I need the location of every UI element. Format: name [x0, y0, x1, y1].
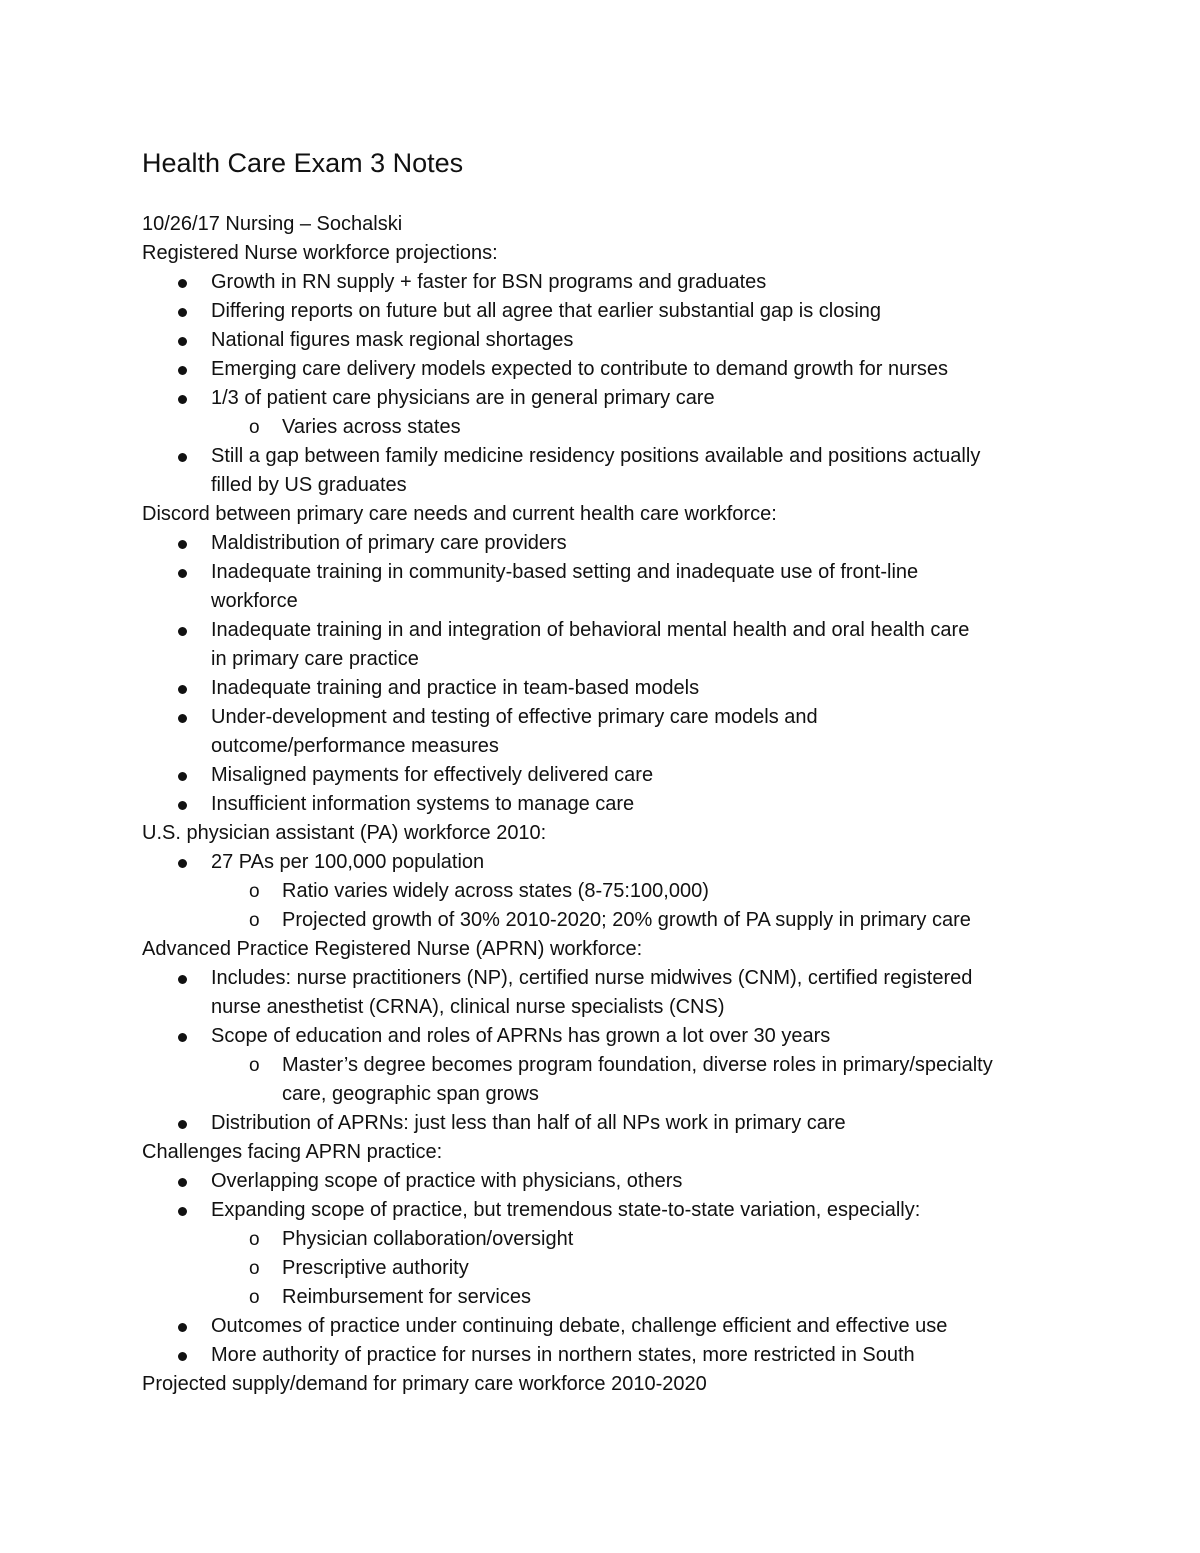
bullet-dot-icon [178, 703, 187, 732]
section-heading [142, 210, 1072, 239]
bullet-dot-shape [178, 1352, 187, 1361]
list-item [142, 529, 1072, 558]
bullet-circle-glyph: o [249, 1287, 260, 1308]
line-text: Physician collaboration/oversight [282, 1228, 574, 1250]
bullet-dot-shape [178, 1033, 187, 1042]
section-heading [142, 500, 1072, 529]
line-text: Differing reports on future but all agree that earlier substantial gap is closing [211, 300, 882, 322]
bullet-dot-shape [178, 308, 187, 317]
bullet-circle-icon [249, 1254, 260, 1283]
line-text: Varies across states [282, 416, 461, 438]
bullet-dot-shape [178, 279, 187, 288]
bullet-dot-shape [178, 337, 187, 346]
bullet-circle-icon [249, 413, 260, 442]
line-text: Projected growth of 30% 2010-2020; 20% growth of PA supply in primary care [282, 909, 971, 931]
list-item [142, 1254, 1072, 1283]
line-text: Distribution of APRNs: just less than half of all NPs work in primary care [211, 1112, 846, 1134]
bullet-dot-shape [178, 772, 187, 781]
line-text: filled by US graduates [211, 474, 407, 496]
line-text: Growth in RN supply + faster for BSN programs and graduates [211, 271, 767, 293]
list-item [142, 268, 1072, 297]
bullet-circle-glyph: o [249, 1229, 260, 1250]
bullet-circle-glyph: o [249, 910, 260, 931]
list-item [142, 906, 1072, 935]
line-text: care, geographic span grows [282, 1083, 539, 1105]
bullet-dot-icon [178, 529, 187, 558]
line-text: 27 PAs per 100,000 population [211, 851, 485, 873]
bullet-dot-shape [178, 685, 187, 694]
bullet-dot-icon [178, 1167, 187, 1196]
section-heading [142, 819, 1072, 848]
bullet-dot-icon [178, 442, 187, 471]
bullet-dot-icon [178, 1196, 187, 1225]
line-text: Advanced Practice Registered Nurse (APRN) workforce: [142, 938, 643, 960]
bullet-circle-glyph: o [249, 417, 260, 438]
line-text: Registered Nurse workforce projections: [142, 242, 498, 264]
list-item [142, 1196, 1072, 1225]
bullet-dot-icon [178, 616, 187, 645]
line-text: 1/3 of patient care physicians are in general primary care [211, 387, 715, 409]
list-item-continuation [142, 645, 1072, 674]
list-item [142, 1283, 1072, 1312]
bullet-circle-glyph: o [249, 1055, 260, 1076]
list-item [142, 703, 1072, 732]
line-text: in primary care practice [211, 648, 419, 670]
line-text: Misaligned payments for effectively delivered care [211, 764, 654, 786]
list-item [142, 355, 1072, 384]
list-item-continuation [142, 587, 1072, 616]
list-item-continuation [142, 732, 1072, 761]
bullet-circle-glyph: o [249, 881, 260, 902]
document-body [142, 210, 1072, 1399]
line-text: Under-development and testing of effective primary care models and [211, 706, 818, 728]
list-item [142, 674, 1072, 703]
line-text: More authority of practice for nurses in northern states, more restricted in South [211, 1344, 915, 1366]
bullet-dot-icon [178, 326, 187, 355]
bullet-dot-shape [178, 1207, 187, 1216]
list-item [142, 384, 1072, 413]
list-item [142, 297, 1072, 326]
section-heading [142, 935, 1072, 964]
bullet-circle-icon [249, 1051, 260, 1080]
line-text: Overlapping scope of practice with physicians, others [211, 1170, 683, 1192]
list-item [142, 761, 1072, 790]
bullet-circle-icon [249, 1225, 260, 1254]
line-text: 10/26/17 Nursing – Sochalski [142, 213, 403, 235]
bullet-dot-icon [178, 384, 187, 413]
bullet-dot-shape [178, 1323, 187, 1332]
bullet-dot-shape [178, 627, 187, 636]
bullet-circle-glyph: o [249, 1258, 260, 1279]
bullet-dot-shape [178, 714, 187, 723]
list-item [142, 790, 1072, 819]
list-item [142, 877, 1072, 906]
line-text: outcome/performance measures [211, 735, 499, 757]
line-text: Ratio varies widely across states (8-75:100,000) [282, 880, 709, 902]
list-item [142, 413, 1072, 442]
bullet-dot-icon [178, 964, 187, 993]
bullet-dot-shape [178, 395, 187, 404]
line-text: U.S. physician assistant (PA) workforce 2010: [142, 822, 547, 844]
line-text: Discord between primary care needs and current health care workforce: [142, 503, 777, 525]
line-text: Outcomes of practice under continuing debate, challenge efficient and effective use [211, 1315, 948, 1337]
bullet-dot-icon [178, 558, 187, 587]
bullet-dot-shape [178, 1120, 187, 1129]
list-item-continuation [142, 1080, 1072, 1109]
section-heading [142, 239, 1072, 268]
bullet-dot-icon [178, 355, 187, 384]
list-item [142, 1022, 1072, 1051]
list-item [142, 1341, 1072, 1370]
document-title: Health Care Exam 3 Notes [142, 148, 464, 178]
line-text: Inadequate training and practice in team-based models [211, 677, 700, 699]
bullet-dot-icon [178, 1109, 187, 1138]
bullet-dot-icon [178, 848, 187, 877]
bullet-dot-shape [178, 569, 187, 578]
list-item [142, 1051, 1072, 1080]
bullet-circle-icon [249, 877, 260, 906]
section-heading [142, 1138, 1072, 1167]
line-text: workforce [211, 590, 298, 612]
bullet-dot-shape [178, 540, 187, 549]
list-item [142, 848, 1072, 877]
bullet-dot-icon [178, 674, 187, 703]
bullet-dot-icon [178, 268, 187, 297]
line-text: Challenges facing APRN practice: [142, 1141, 443, 1163]
bullet-dot-shape [178, 801, 187, 810]
line-text: Inadequate training in and integration of behavioral mental health and oral health care [211, 619, 970, 641]
bullet-dot-icon [178, 1341, 187, 1370]
list-item [142, 326, 1072, 355]
bullet-dot-shape [178, 453, 187, 462]
list-item [142, 1109, 1072, 1138]
bullet-circle-icon [249, 1283, 260, 1312]
bullet-dot-shape [178, 366, 187, 375]
list-item [142, 558, 1072, 587]
list-item [142, 1167, 1072, 1196]
line-text: Expanding scope of practice, but tremendous state-to-state variation, especially: [211, 1199, 921, 1221]
line-text: Projected supply/demand for primary care workforce 2010-2020 [142, 1373, 707, 1395]
bullet-dot-shape [178, 859, 187, 868]
bullet-dot-icon [178, 297, 187, 326]
bullet-circle-icon [249, 906, 260, 935]
bullet-dot-icon [178, 1022, 187, 1051]
line-text: Includes: nurse practitioners (NP), certified nurse midwives (CNM), certified registered [211, 967, 973, 989]
line-text: National figures mask regional shortages [211, 329, 574, 351]
line-text: nurse anesthetist (CRNA), clinical nurse specialists (CNS) [211, 996, 725, 1018]
list-item [142, 1225, 1072, 1254]
bullet-dot-shape [178, 1178, 187, 1187]
list-item [142, 1312, 1072, 1341]
line-text: Inadequate training in community-based setting and inadequate use of front-line [211, 561, 919, 583]
line-text: Prescriptive authority [282, 1257, 469, 1279]
line-text: Emerging care delivery models expected to contribute to demand growth for nurses [211, 358, 949, 380]
line-text: Master’s degree becomes program foundation, diverse roles in primary/specialty [282, 1054, 993, 1076]
list-item [142, 442, 1072, 471]
bullet-dot-icon [178, 1312, 187, 1341]
section-heading [142, 1370, 1072, 1399]
list-item-continuation [142, 993, 1072, 1022]
line-text: Reimbursement for services [282, 1286, 531, 1308]
list-item [142, 616, 1072, 645]
list-item-continuation [142, 471, 1072, 500]
line-text: Scope of education and roles of APRNs has grown a lot over 30 years [211, 1025, 831, 1047]
bullet-dot-icon [178, 761, 187, 790]
line-text: Insufficient information systems to manage care [211, 793, 635, 815]
bullet-dot-icon [178, 790, 187, 819]
line-text: Still a gap between family medicine residency positions available and positions actually [211, 445, 981, 467]
list-item [142, 964, 1072, 993]
line-text: Maldistribution of primary care providers [211, 532, 567, 554]
bullet-dot-shape [178, 975, 187, 984]
